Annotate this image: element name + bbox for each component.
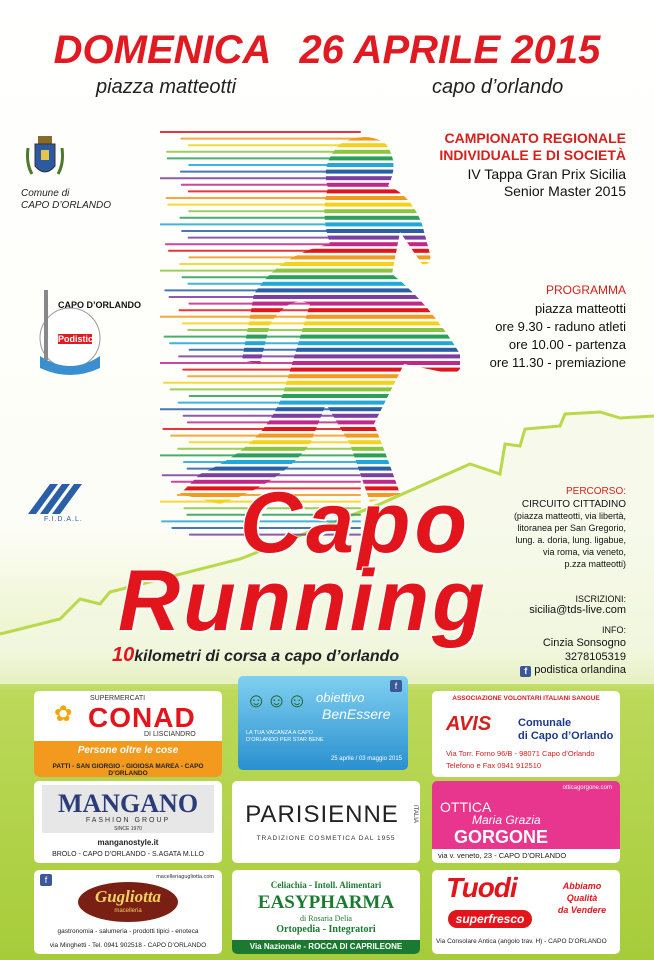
benessere-small: LA TUA VACANZA A CAPO D’ORLANDO PER STAR BENE (246, 730, 324, 743)
info-name: Cinzia Sonsogno (542, 637, 626, 649)
podistica-top-text: CAPO D’ORLANDO (58, 300, 141, 310)
avis-name2: di Capo d’Orlando (518, 730, 614, 742)
event-date (0, 28, 654, 73)
avis-phone: Telefono e Fax 0941 912510 (446, 761, 542, 770)
location-square: piazza matteotti (96, 76, 237, 98)
conad-top: SUPERMERCATI (90, 695, 146, 702)
tuodi-slogan2: Qualità (566, 893, 598, 903)
info-contact (470, 636, 626, 664)
event-subtitle (112, 644, 399, 667)
facebook-link[interactable] (470, 664, 626, 677)
program-list (440, 300, 626, 372)
program-title: PROGRAMMA (545, 283, 626, 297)
avis-name1: Comunale (518, 717, 572, 729)
gorgone-ottica: OTTICA (440, 799, 492, 815)
percorso-description (470, 510, 626, 570)
percorso-line: (piazza matteotti, via libertà, (513, 511, 626, 521)
sponsor-benessere[interactable] (238, 676, 408, 770)
gorgone-name: GORGONE (454, 827, 549, 847)
gorgone-site: otticagorgone.com (562, 785, 612, 791)
facebook-icon: f (40, 874, 52, 886)
sponsor-tuodi[interactable] (432, 870, 620, 954)
program-item: ore 11.30 - premiazione (489, 355, 626, 370)
percorso-line: litoranea per San Gregorio, (517, 523, 626, 533)
avis-logo: AVIS (446, 713, 492, 735)
easypharma-top: Celiachia - Intoll. Alimentari (270, 880, 382, 890)
gugliotta-site: macelleriagugliotta.com (156, 874, 214, 880)
sponsor-easypharma[interactable] (232, 870, 420, 954)
easypharma-address: Via Nazionale - ROCCA DI CAPRILEONE (249, 942, 403, 951)
benessere-dates: 25 aprile / 03 maggio 2015 (330, 756, 402, 762)
gorgone-address: via v. veneto, 23 - CAPO D’ORLANDO (438, 851, 567, 860)
tappa-line2: Senior Master 2015 (503, 183, 626, 199)
tuodi-slogan3: da Vendere (557, 905, 607, 915)
comune-line2: CAPO D’ORLANDO (21, 200, 112, 211)
mangano-places: BROLO - CAPO D’ORLANDO - S.AGATA M.LLO (52, 851, 204, 858)
gugliotta-desc: gastronomia - salumeria - prodotti tipici - enoteca (57, 928, 199, 935)
tuodi-address: Via Consolare Antica (angolo trav. H) - CAPO D’ORLANDO (436, 938, 607, 945)
sponsor-mangano[interactable] (34, 781, 222, 863)
mangano-group: FASHION GROUP (85, 817, 171, 824)
subtitle-number: 10 (112, 644, 135, 666)
iscrizioni-title: ISCRIZIONI: (575, 594, 626, 604)
championship-line1: CAMPIONATO REGIONALE (444, 130, 626, 146)
percorso-subtitle: CIRCUITO CITTADINO (521, 499, 626, 510)
gorgone-script: Maria Grazia (472, 813, 541, 827)
easypharma-owner: di Rosaria Delia (300, 914, 352, 923)
tappa-line1: IV Tappa Gran Prix Sicilia (467, 166, 626, 182)
sponsor-gugliotta[interactable] (34, 870, 222, 954)
program-item: ore 9.30 - raduno atleti (495, 319, 626, 334)
title-running: Running (118, 553, 488, 649)
program-item: ore 10.00 - partenza (508, 337, 626, 352)
tuodi-slogan1: Abbiamo (562, 881, 602, 891)
gugliotta-name: Gugliotta (94, 887, 162, 906)
parisienne-side: ITALIA (412, 805, 418, 823)
avis-address: Via Torr. Forno 96/B - 98071 Capo d’Orlando (446, 749, 595, 758)
benessere-name2: BenEssere (322, 706, 391, 722)
sponsor-conad[interactable] (34, 691, 222, 777)
facebook-page-name: podistica orlandina (534, 664, 626, 676)
avis-name (518, 717, 613, 743)
championship-tappa (400, 166, 626, 200)
podistica-bottom-text: Podistica (58, 334, 99, 344)
program-item: piazza matteotti (534, 301, 626, 316)
percorso-line: via roma, via veneto, (542, 547, 626, 557)
conad-sub: DI LISCIANDRO (144, 731, 196, 738)
conad-slogan: Persone oltre le cose (77, 745, 179, 756)
location-town: capo d’orlando (432, 76, 564, 98)
event-day: DOMENICA (53, 28, 272, 72)
mangano-since: SINCE 1970 (114, 826, 142, 832)
sponsor-parisienne[interactable] (232, 781, 420, 863)
sponsor-avis[interactable] (432, 691, 620, 777)
gugliotta-sub: macelleria (114, 908, 142, 914)
comune-crest-icon (24, 134, 66, 186)
percorso-line: p.zza matteotti) (564, 559, 626, 569)
conad-places: PATTI - SAN GIORGIO - GIOIOSA MAREA - CAPO D’ORLANDO (52, 763, 204, 777)
parisienne-name: PARISIENNE (245, 801, 399, 828)
tuodi-slogan (550, 880, 614, 916)
easypharma-desc: Ortopedia - Integratori (276, 924, 376, 935)
conad-name: CONAD (88, 702, 196, 733)
subtitle-text: kilometri di corsa a capo d’orlando (134, 648, 400, 665)
benessere-name1: obiettivo (316, 690, 365, 705)
fidal-label: F.I.D.A.L. (44, 516, 83, 523)
easypharma-name: EASYPHARMA (257, 892, 395, 913)
event-full-date: 26 APRILE 2015 (299, 28, 601, 72)
mangano-site: manganostyle.it (97, 838, 159, 847)
iscrizioni-email[interactable]: sicilia@tds-live.com (529, 604, 626, 616)
tuodi-name: Tuodi (446, 872, 517, 903)
championship-line2: INDIVIDUALE E DI SOCIETÀ (439, 147, 626, 163)
percorso-line: lung. a. doria, lung. ligabue, (515, 535, 626, 545)
mangano-name: MANGANO (57, 789, 199, 818)
info-title: INFO: (602, 625, 626, 635)
parisienne-tagline: TRADIZIONE COSMETICA DAL 1955 (256, 835, 396, 842)
title-capo: Capo (240, 475, 471, 571)
avis-header: ASSOCIAZIONE VOLONTARI ITALIANI SANGUE (452, 695, 600, 702)
sponsor-gorgone[interactable] (432, 781, 620, 863)
flower-icon: ✿ (54, 701, 73, 726)
facebook-icon: f (390, 680, 402, 692)
facebook-icon: f (520, 666, 531, 677)
tuodi-sub: superfresco (455, 912, 525, 926)
gugliotta-address: via Minghetti - Tel. 0941 902518 - CAPO D’ORLANDO (49, 942, 207, 949)
championship-title (400, 130, 626, 164)
info-phone[interactable]: 3278105319 (564, 651, 626, 663)
figures-icon: ☺☺☺ (246, 690, 308, 712)
comune-label (21, 188, 111, 212)
percorso-title: PERCORSO: (565, 486, 626, 497)
comune-line1: Comune di (21, 188, 70, 199)
